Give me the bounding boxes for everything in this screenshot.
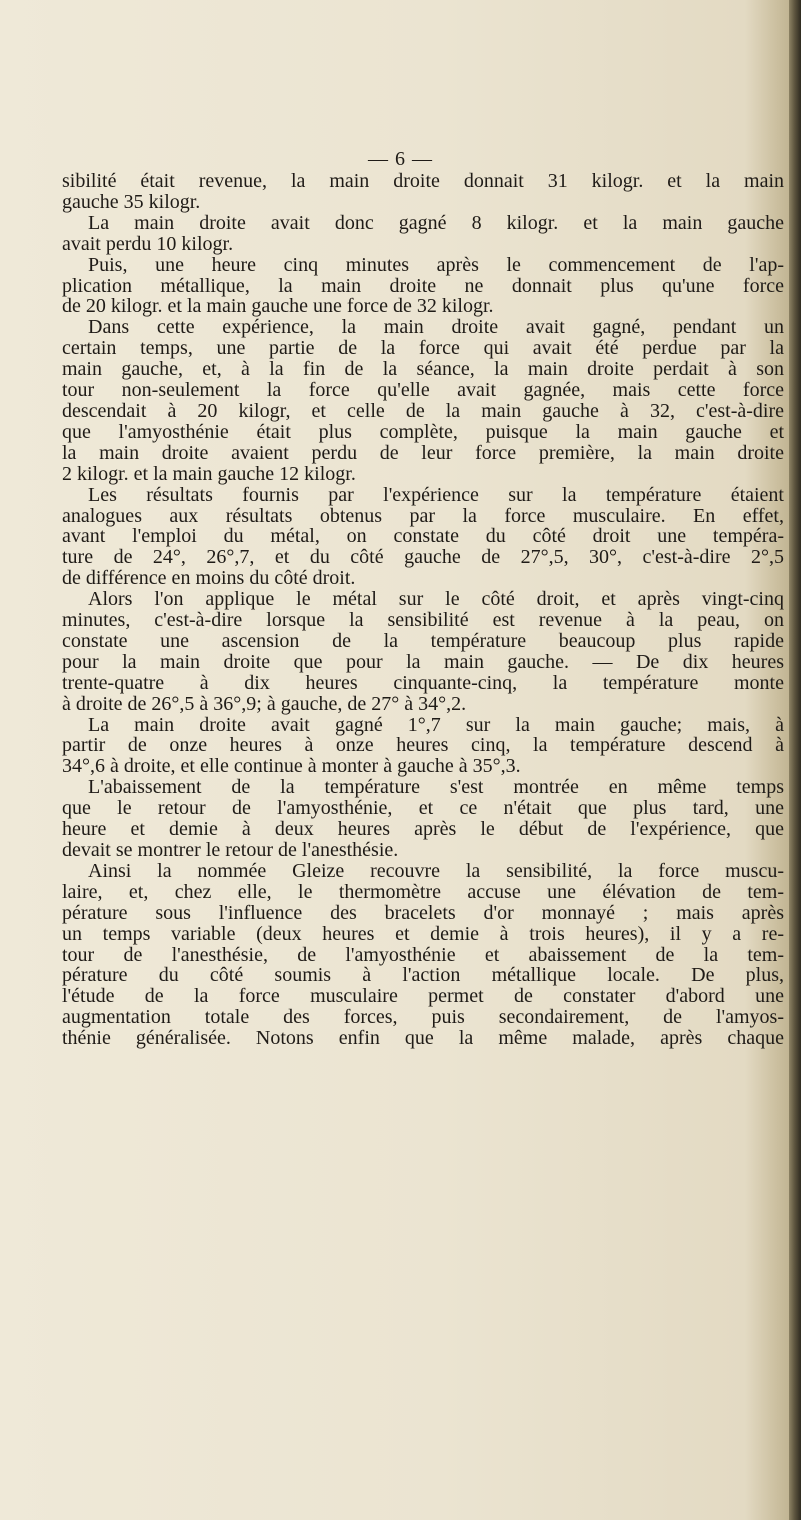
text-line: analogues aux résultats obtenus par la force musculaire. En effet, — [62, 504, 784, 527]
text-line: pérature sous l'influence des bracelets d'or monnayé ; mais après — [62, 901, 784, 924]
text-line: trente-quatre à dix heures cinquante-cinq, la température monte — [62, 671, 784, 694]
text-line: augmentation totale des forces, puis secondairement, de l'amyos- — [62, 1006, 784, 1029]
text-line: Alors l'on applique le métal sur le côté droit, et après vingt-cinq — [88, 588, 784, 611]
text-line: pérature du côté soumis à l'action métallique locale. De plus, — [62, 964, 784, 987]
text-line: L'abaissement de la température s'est montrée en même temps — [88, 776, 784, 799]
page-number: — 6 — — [368, 148, 433, 170]
text-line: Dans cette expérience, la main droite avait gagné, pendant un — [88, 316, 784, 339]
text-line: descendait à 20 kilogr, et celle de la main gauche à 32, c'est-à-dire — [62, 399, 784, 422]
body-text — [62, 171, 784, 1049]
text-line: que le retour de l'amyosthénie, et ce n'était que plus tard, une — [62, 797, 784, 820]
text-line: que l'amyosthénie était plus complète, puisque la main gauche et — [62, 420, 784, 443]
text-line: la main droite avaient perdu de leur force première, la main droite — [62, 441, 784, 464]
text-line: de différence en moins du côté droit. — [62, 567, 356, 590]
text-line: laire, et, chez elle, le thermomètre accuse une élévation de tem- — [62, 880, 784, 903]
text-line: partir de onze heures à onze heures cinq, la température descend à — [62, 734, 784, 757]
text-line: thénie généralisée. Notons enfin que la même malade, après chaque — [62, 1027, 784, 1050]
text-line: tour de l'anesthésie, de l'amyosthénie et abaissement de la tem- — [62, 943, 784, 966]
text-line: à droite de 26°,5 à 36°,9; à gauche, de 27° à 34°,2. — [62, 692, 467, 715]
text-line: heure et demie à deux heures après le début de l'expérience, que — [62, 818, 784, 841]
text-line: devait se montrer le retour de l'anesthésie. — [62, 839, 399, 861]
text-line: avant l'emploi du métal, on constate du côté droit une tempéra- — [62, 525, 784, 548]
text-line: pour la main droite que pour la main gauche. — De dix heures — [62, 650, 784, 673]
text-line: certain temps, une partie de la force qui avait été perdue par la — [62, 337, 784, 360]
text-line: Les résultats fournis par l'expérience sur la température étaient — [88, 483, 784, 506]
text-line: minutes, c'est-à-dire lorsque la sensibilité est revenue à la peau, on — [62, 609, 784, 632]
text-line: Ainsi la nommée Gleize recouvre la sensibilité, la force muscu- — [88, 859, 784, 882]
text-line: constate une ascension de la température beaucoup plus rapide — [62, 629, 784, 652]
text-line: l'étude de la force musculaire permet de constater d'abord une — [62, 985, 784, 1008]
text-line: plication métallique, la main droite ne donnait plus qu'une force — [62, 274, 784, 297]
text-line: avait perdu 10 kilogr. — [62, 232, 234, 255]
text-line: 2 kilogr. et la main gauche 12 kilogr. — [62, 462, 356, 485]
text-line: gauche 35 kilogr. — [62, 190, 201, 213]
text-line: Puis, une heure cinq minutes après le commencement de l'ap- — [88, 253, 784, 276]
text-line: La main droite avait donc gagné 8 kilogr. et la main gauche — [88, 211, 784, 234]
text-line: un temps variable (deux heures et demie à trois heures), il y a re- — [62, 922, 784, 945]
text-line: sibilité était revenue, la main droite donnait 31 kilogr. et la main — [62, 170, 784, 192]
text-line: de 20 kilogr. et la main gauche une force de 32 kilogr. — [62, 295, 494, 318]
text-line: main gauche, et, à la fin de la séance, la main droite perdait à son — [62, 358, 784, 381]
text-line: 34°,6 à droite, et elle continue à monter à gauche à 35°,3. — [62, 755, 521, 778]
page-edge-shadow — [789, 0, 801, 1520]
text-line: tour non-seulement la force qu'elle avait gagnée, mais cette force — [62, 379, 784, 402]
text-line: La main droite avait gagné 1°,7 sur la main gauche; mais, à — [88, 713, 784, 736]
text-line: ture de 24°, 26°,7, et du côté gauche de 27°,5, 30°, c'est-à-dire 2°,5 — [62, 546, 784, 569]
